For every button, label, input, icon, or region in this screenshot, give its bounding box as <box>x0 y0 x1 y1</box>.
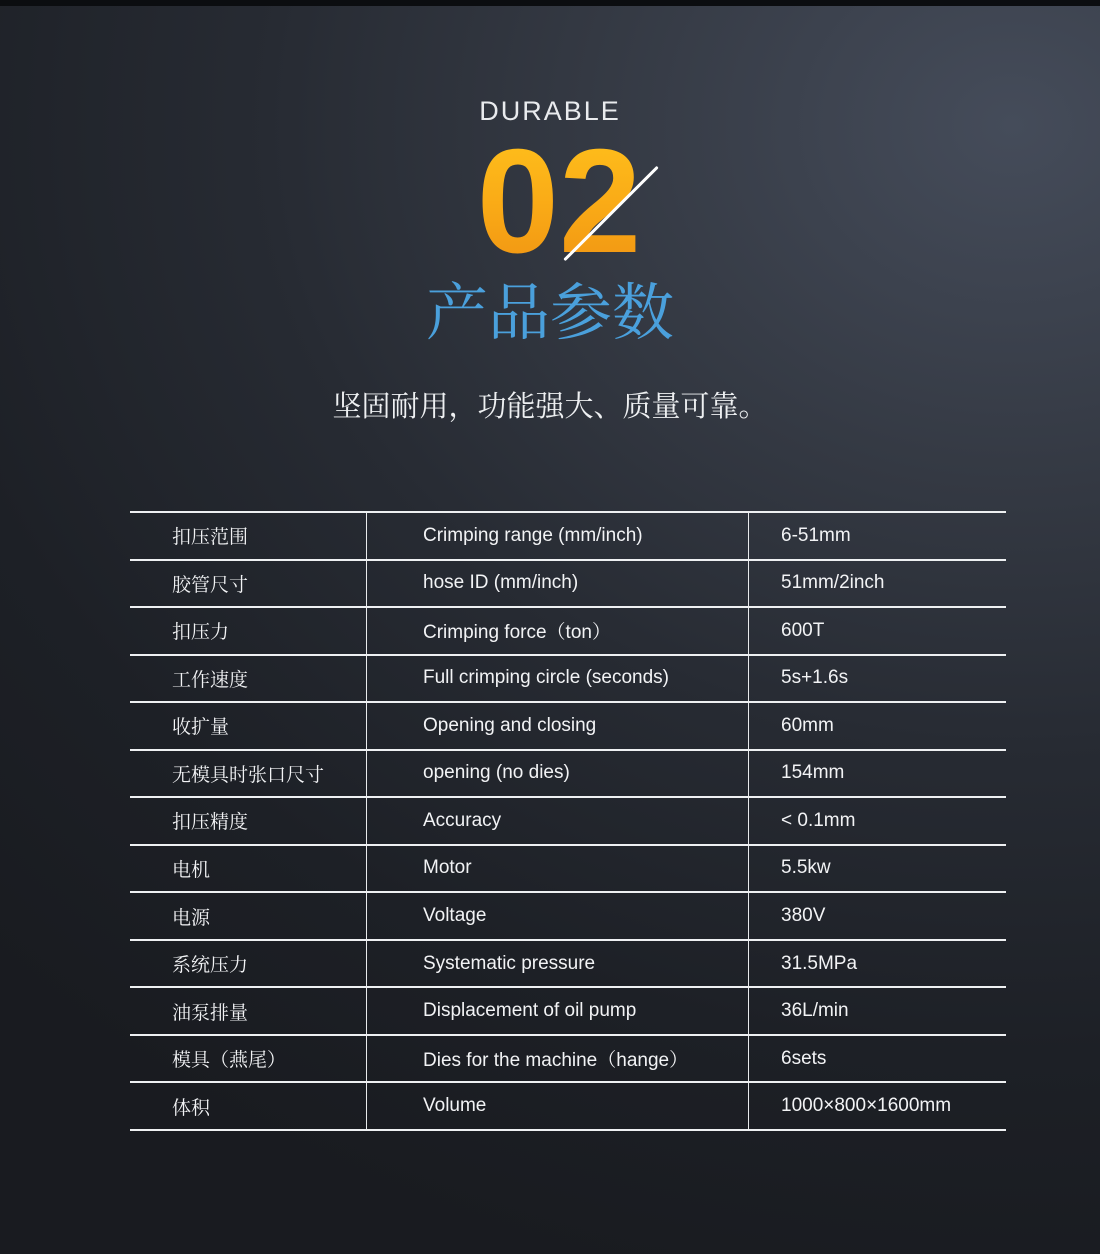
spec-value: 154mm <box>748 751 1006 797</box>
spec-label-english: Crimping force（ton） <box>366 608 748 654</box>
spec-label-english: opening (no dies) <box>366 751 748 797</box>
spec-label-english: Full crimping circle (seconds) <box>366 656 748 702</box>
spec-label-english: Dies for the machine（hange） <box>366 1036 748 1082</box>
spec-label-chinese: 收扩量 <box>172 717 230 739</box>
section-subtitle: 坚固耐用，功能强大、质量可靠。 <box>332 391 768 423</box>
spec-label-english: Volume <box>366 1083 748 1129</box>
table-row <box>130 559 1006 607</box>
table-row <box>130 1034 1006 1082</box>
spec-label-english: Systematic pressure <box>366 941 748 987</box>
spec-value: 600T <box>748 608 1006 654</box>
spec-value: 5s+1.6s <box>748 656 1006 702</box>
section-number: 02 <box>0 128 1100 276</box>
section-title: 产品参数 <box>425 279 674 348</box>
spec-value: 380V <box>748 893 1006 939</box>
spec-label-english: Motor <box>366 846 748 892</box>
spec-table <box>130 511 1006 1131</box>
table-row <box>130 701 1006 749</box>
spec-label-english: Opening and closing <box>366 703 748 749</box>
spec-value: < 0.1mm <box>748 798 1006 844</box>
spec-value: 31.5MPa <box>748 941 1006 987</box>
spec-label-chinese: 模具（燕尾） <box>172 1050 287 1072</box>
spec-label-english: Voltage <box>366 893 748 939</box>
top-divider <box>0 0 1100 6</box>
table-row <box>130 891 1006 939</box>
section-number-group <box>0 119 1100 284</box>
spec-value: 1000×800×1600mm <box>748 1083 1006 1129</box>
table-row <box>130 844 1006 892</box>
spec-label-english: Displacement of oil pump <box>366 988 748 1034</box>
table-row <box>130 654 1006 702</box>
spec-label-chinese: 体积 <box>172 1097 211 1119</box>
spec-label-chinese: 油泵排量 <box>172 1002 249 1024</box>
spec-value: 5.5kw <box>748 846 1006 892</box>
spec-label-chinese: 系统压力 <box>172 955 249 977</box>
spec-label-chinese: 无模具时张口尺寸 <box>172 764 325 786</box>
table-row <box>130 939 1006 987</box>
table-row <box>130 749 1006 797</box>
spec-value: 6-51mm <box>748 513 1006 559</box>
table-row <box>130 986 1006 1034</box>
spec-value: 6sets <box>748 1036 1006 1082</box>
spec-label-chinese: 电机 <box>172 859 211 881</box>
spec-value: 36L/min <box>748 988 1006 1034</box>
spec-label-english: hose ID (mm/inch) <box>366 561 748 607</box>
spec-label-chinese: 胶管尺寸 <box>172 574 249 596</box>
table-row <box>130 513 1006 559</box>
spec-label-chinese: 扣压力 <box>172 622 230 644</box>
spec-value: 51mm/2inch <box>748 561 1006 607</box>
spec-label-chinese: 扣压精度 <box>172 812 249 834</box>
table-row <box>130 1081 1006 1129</box>
spec-label-english: Accuracy <box>366 798 748 844</box>
table-row <box>130 606 1006 654</box>
spec-label-chinese: 电源 <box>172 907 211 929</box>
spec-value: 60mm <box>748 703 1006 749</box>
spec-label-english: Crimping range (mm/inch) <box>366 513 748 559</box>
section-eyebrow: DURABLE <box>479 96 621 126</box>
table-row <box>130 796 1006 844</box>
spec-label-chinese: 工作速度 <box>172 669 249 691</box>
spec-label-chinese: 扣压范围 <box>172 527 249 549</box>
